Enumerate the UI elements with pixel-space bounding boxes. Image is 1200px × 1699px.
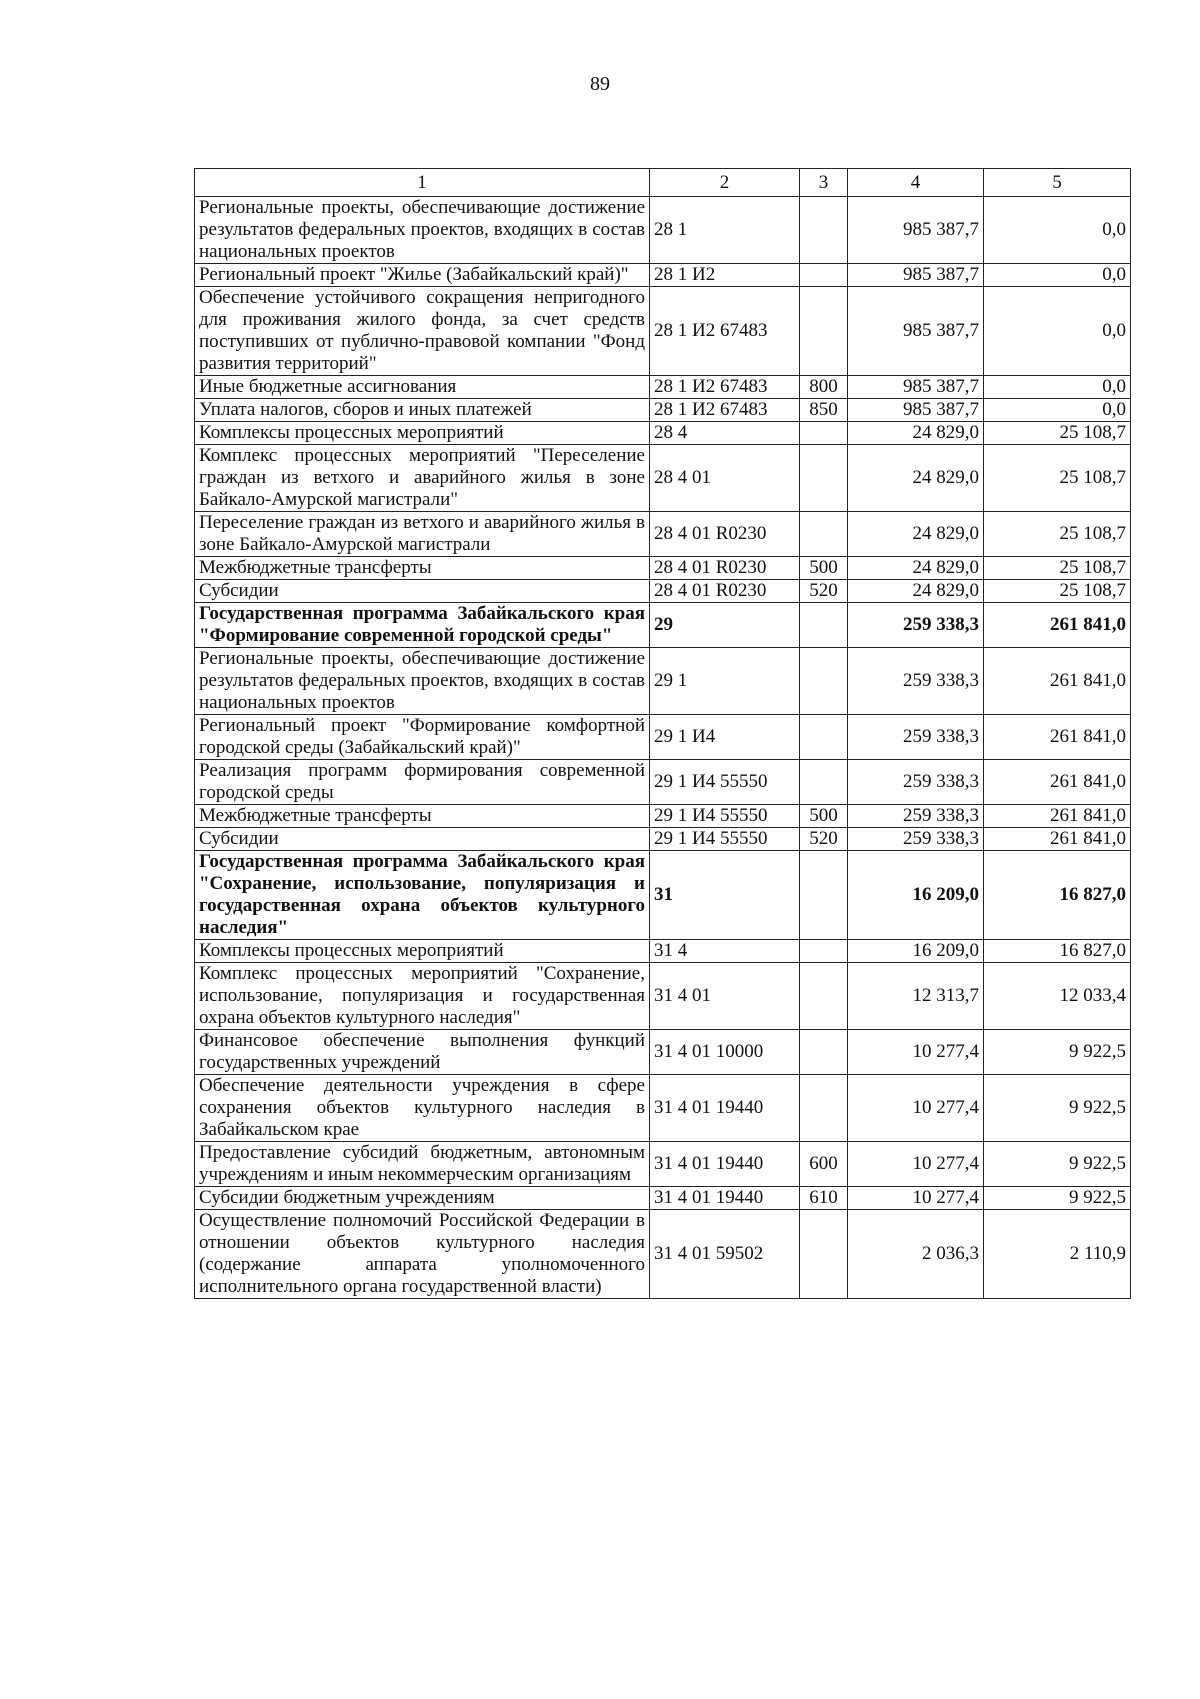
row-name: Осуществление полномочий Российской Федерации в отношении объектов культурного наследия (содержание аппарата уполномоченного исполнительного органа государственной власти): [195, 1210, 650, 1299]
row-expense-type: 850: [800, 399, 848, 422]
row-name: Региональные проекты, обеспечивающие достижение результатов федеральных проектов, входящих в состав национальных проектов: [195, 197, 650, 264]
row-expense-type: 610: [800, 1187, 848, 1210]
table-row: [195, 580, 1131, 603]
table-row: [195, 1075, 1131, 1142]
row-value-col4: 24 829,0: [848, 422, 984, 445]
row-code: 28 4: [650, 422, 800, 445]
row-code: 29 1 И4: [650, 715, 800, 760]
header-col-5: 5: [984, 169, 1131, 197]
row-value-col5: 9 922,5: [984, 1075, 1131, 1142]
table-row: [195, 828, 1131, 851]
row-value-col4: 16 209,0: [848, 851, 984, 940]
row-value-col5: 25 108,7: [984, 512, 1131, 557]
row-name: Обеспечение деятельности учреждения в сфере сохранения объектов культурного наследия в Забайкальском крае: [195, 1075, 650, 1142]
row-name: Региональные проекты, обеспечивающие достижение результатов федеральных проектов, входящих в состав национальных проектов: [195, 648, 650, 715]
row-expense-type: [800, 264, 848, 287]
row-value-col4: 16 209,0: [848, 940, 984, 963]
row-expense-type: [800, 1030, 848, 1075]
row-expense-type: 800: [800, 376, 848, 399]
row-expense-type: 500: [800, 805, 848, 828]
row-expense-type: 500: [800, 557, 848, 580]
header-col-2: 2: [650, 169, 800, 197]
table-row: [195, 1142, 1131, 1187]
table-row: [195, 512, 1131, 557]
row-value-col4: 24 829,0: [848, 445, 984, 512]
row-code: 28 1 И2 67483: [650, 399, 800, 422]
row-expense-type: [800, 760, 848, 805]
row-name: Субсидии бюджетным учреждениям: [195, 1187, 650, 1210]
row-code: 31 4: [650, 940, 800, 963]
table-row: [195, 760, 1131, 805]
table-row: [195, 422, 1131, 445]
row-code: 29 1 И4 55550: [650, 805, 800, 828]
table-row: [195, 940, 1131, 963]
row-value-col5: 25 108,7: [984, 580, 1131, 603]
table-row: [195, 1030, 1131, 1075]
row-code: 28 1 И2: [650, 264, 800, 287]
row-value-col4: 2 036,3: [848, 1210, 984, 1299]
table-row: [195, 399, 1131, 422]
row-value-col5: 0,0: [984, 197, 1131, 264]
row-code: 28 1 И2 67483: [650, 376, 800, 399]
row-expense-type: 520: [800, 580, 848, 603]
row-value-col5: 261 841,0: [984, 828, 1131, 851]
row-code: 29: [650, 603, 800, 648]
row-value-col4: 259 338,3: [848, 715, 984, 760]
row-value-col5: 0,0: [984, 264, 1131, 287]
row-value-col4: 10 277,4: [848, 1030, 984, 1075]
row-value-col4: 985 387,7: [848, 399, 984, 422]
row-name: Иные бюджетные ассигнования: [195, 376, 650, 399]
row-code: 28 4 01 R0230: [650, 580, 800, 603]
row-name: Реализация программ формирования современной городской среды: [195, 760, 650, 805]
row-code: 31 4 01: [650, 963, 800, 1030]
table-body: [195, 197, 1131, 1299]
row-expense-type: [800, 963, 848, 1030]
row-value-col5: 0,0: [984, 376, 1131, 399]
row-value-col5: 16 827,0: [984, 851, 1131, 940]
header-col-4: 4: [848, 169, 984, 197]
row-value-col5: 0,0: [984, 287, 1131, 376]
row-value-col4: 985 387,7: [848, 287, 984, 376]
row-value-col5: 2 110,9: [984, 1210, 1131, 1299]
row-value-col4: 10 277,4: [848, 1142, 984, 1187]
row-value-col4: 24 829,0: [848, 580, 984, 603]
table-row: [195, 851, 1131, 940]
row-name: Предоставление субсидий бюджетным, автономным учреждениям и иным некоммерческим организациям: [195, 1142, 650, 1187]
row-value-col5: 0,0: [984, 399, 1131, 422]
row-code: 29 1 И4 55550: [650, 828, 800, 851]
row-expense-type: [800, 648, 848, 715]
row-value-col5: 9 922,5: [984, 1142, 1131, 1187]
row-value-col5: 261 841,0: [984, 648, 1131, 715]
row-name: Комплексы процессных мероприятий: [195, 422, 650, 445]
row-code: 31: [650, 851, 800, 940]
table-header-row: [195, 169, 1131, 197]
table-row: [195, 603, 1131, 648]
row-value-col4: 12 313,7: [848, 963, 984, 1030]
row-expense-type: [800, 715, 848, 760]
row-value-col4: 10 277,4: [848, 1075, 984, 1142]
row-code: 29 1: [650, 648, 800, 715]
row-value-col5: 9 922,5: [984, 1187, 1131, 1210]
row-code: 31 4 01 59502: [650, 1210, 800, 1299]
row-value-col4: 24 829,0: [848, 512, 984, 557]
row-value-col5: 261 841,0: [984, 805, 1131, 828]
row-name: Комплексы процессных мероприятий: [195, 940, 650, 963]
row-expense-type: [800, 445, 848, 512]
row-name: Финансовое обеспечение выполнения функций государственных учреждений: [195, 1030, 650, 1075]
row-expense-type: [800, 1210, 848, 1299]
row-name: Субсидии: [195, 580, 650, 603]
row-code: 28 1 И2 67483: [650, 287, 800, 376]
row-name: Региональный проект "Формирование комфортной городской среды (Забайкальский край)": [195, 715, 650, 760]
row-expense-type: [800, 287, 848, 376]
row-name: Государственная программа Забайкальского края "Сохранение, использование, популяризация и государственная охрана объектов культурного наследия": [195, 851, 650, 940]
row-code: 28 1: [650, 197, 800, 264]
row-value-col4: 259 338,3: [848, 760, 984, 805]
row-name: Региональный проект "Жилье (Забайкальский край)": [195, 264, 650, 287]
row-name: Обеспечение устойчивого сокращения непригодного для проживания жилого фонда, за счет средств поступивших от публично-правовой компании "Фонд развития территорий": [195, 287, 650, 376]
table-row: [195, 805, 1131, 828]
row-value-col5: 9 922,5: [984, 1030, 1131, 1075]
row-value-col4: 985 387,7: [848, 264, 984, 287]
row-value-col5: 261 841,0: [984, 760, 1131, 805]
row-code: 31 4 01 19440: [650, 1187, 800, 1210]
row-value-col4: 985 387,7: [848, 376, 984, 399]
row-value-col4: 24 829,0: [848, 557, 984, 580]
table-row: [195, 264, 1131, 287]
table-row: [195, 445, 1131, 512]
row-name: Комплекс процессных мероприятий "Переселение граждан из ветхого и аварийного жилья в зоне Байкало-Амурской магистрали": [195, 445, 650, 512]
table-row: [195, 648, 1131, 715]
table-row: [195, 715, 1131, 760]
row-name: Межбюджетные трансферты: [195, 557, 650, 580]
row-code: 28 4 01 R0230: [650, 512, 800, 557]
row-value-col5: 25 108,7: [984, 445, 1131, 512]
row-value-col5: 25 108,7: [984, 557, 1131, 580]
row-value-col5: 25 108,7: [984, 422, 1131, 445]
row-value-col4: 259 338,3: [848, 603, 984, 648]
row-name: Субсидии: [195, 828, 650, 851]
row-code: 29 1 И4 55550: [650, 760, 800, 805]
row-value-col5: 261 841,0: [984, 715, 1131, 760]
table-row: [195, 197, 1131, 264]
row-value-col4: 259 338,3: [848, 805, 984, 828]
budget-table: [194, 168, 1131, 1299]
row-expense-type: [800, 197, 848, 264]
row-code: 28 4 01: [650, 445, 800, 512]
page-number: 89: [590, 73, 610, 95]
row-value-col4: 10 277,4: [848, 1187, 984, 1210]
row-value-col4: 259 338,3: [848, 828, 984, 851]
header-col-1: 1: [195, 169, 650, 197]
row-value-col4: 259 338,3: [848, 648, 984, 715]
table-row: [195, 376, 1131, 399]
row-name: Переселение граждан из ветхого и аварийного жилья в зоне Байкало-Амурской магистрали: [195, 512, 650, 557]
row-expense-type: [800, 603, 848, 648]
row-expense-type: [800, 1075, 848, 1142]
row-expense-type: [800, 512, 848, 557]
row-value-col5: 16 827,0: [984, 940, 1131, 963]
table-row: [195, 557, 1131, 580]
table-row: [195, 287, 1131, 376]
row-expense-type: 520: [800, 828, 848, 851]
row-expense-type: [800, 940, 848, 963]
row-code: 31 4 01 19440: [650, 1142, 800, 1187]
row-code: 31 4 01 10000: [650, 1030, 800, 1075]
row-code: 31 4 01 19440: [650, 1075, 800, 1142]
row-value-col4: 985 387,7: [848, 197, 984, 264]
header-col-3: 3: [800, 169, 848, 197]
row-expense-type: 600: [800, 1142, 848, 1187]
row-value-col5: 261 841,0: [984, 603, 1131, 648]
row-expense-type: [800, 422, 848, 445]
row-value-col5: 12 033,4: [984, 963, 1131, 1030]
table-row: [195, 963, 1131, 1030]
row-expense-type: [800, 851, 848, 940]
table-row: [195, 1187, 1131, 1210]
row-name: Уплата налогов, сборов и иных платежей: [195, 399, 650, 422]
row-code: 28 4 01 R0230: [650, 557, 800, 580]
row-name: Государственная программа Забайкальского края "Формирование современной городской среды": [195, 603, 650, 648]
row-name: Межбюджетные трансферты: [195, 805, 650, 828]
row-name: Комплекс процессных мероприятий "Сохранение, использование, популяризация и государственная охрана объектов культурного наследия": [195, 963, 650, 1030]
table-row: [195, 1210, 1131, 1299]
